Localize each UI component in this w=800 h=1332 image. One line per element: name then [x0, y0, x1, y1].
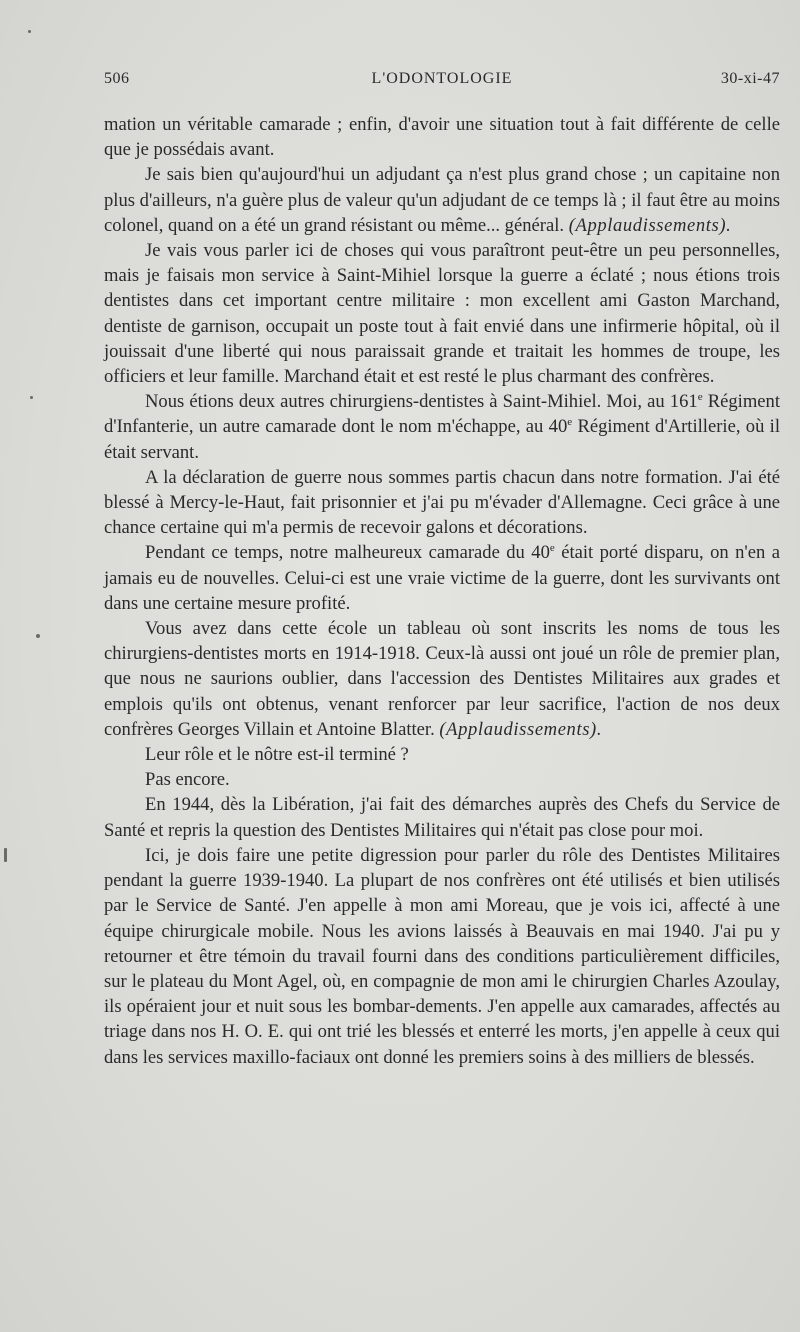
- running-header: [104, 70, 780, 94]
- paragraph-7-text: Vous avez dans cette école un tableau où sont inscrits les noms de tous les chirurgiens-dentistes morts en 1914-1918. Ceux-là aussi ont joué un rôle de premier plan, que nous ne saurions oublier, dans l'accession des Dentistes Militaires aux grades et emplois qu'ils ont obtenus, venant renforcer par leur sacrifice, l'action de nos deux confrères Georges Villain et Antoine Blatter.: [104, 618, 780, 740]
- paragraph-10: En 1944, dès la Libération, j'ai fait des démarches auprès des Chefs du Service de Santé et repris la question des Dentistes Militaires qui n'était pas close pour moi.: [104, 794, 780, 841]
- paragraph-8: Leur rôle et le nôtre est-il terminé ?: [145, 744, 409, 766]
- paragraph-7: [104, 616, 780, 742]
- paragraph-2-text: Je sais bien qu'aujourd'hui un adjudant ça n'est plus grand chose ; un capitaine non plus d'ailleurs, n'a guère plus de valeur qu'un adjudant de ce temps là ; il faut être au moins colonel, quand on a été un grand résistant ou même... général.: [104, 164, 780, 236]
- paragraph-2: [104, 162, 780, 238]
- page-number: 506: [104, 70, 130, 87]
- ordinal-suffix-40: e: [567, 416, 573, 429]
- paragraph-1: mation un véritable camarade ; enfin, d'avoir une situation tout à fait différente de celle que je possédais avant.: [104, 114, 780, 161]
- paragraph-6-part-a: Pendant ce temps, notre malheureux camarade du 40: [145, 542, 550, 564]
- paragraph-11: Ici, je dois faire une petite digression pour parler du rôle des Dentistes Militaires pendant la guerre 1939-1940. La plupart de nos confrères ont été utilisés et bien utilisés par le Service de Santé. J'en appelle à mon ami Moreau, que je vois ici, affecté à une équipe chirurgicale mobile. Nous les avions laissés à Beauvais en mai 1940. J'ai pu y retourner et être témoin du travail fourni dans des conditions particulièrement difficiles, sur le plateau du Mont Agel, où, en compagnie de mon ami le chirurgien Charles Azoulay, ils opéraient jour et nuit sous les bombar-dements. J'en appelle aux camarades, affectés au triage dans nos H. O. E. qui ont trié les blessés et enterré les morts, j'en appelle à ceux qui dans les services maxillo-faciaux ont donné les premiers soins à des milliers de blessés.: [104, 844, 780, 1068]
- journal-title: L'ODONTOLOGIE: [371, 70, 513, 87]
- scan-speck: [30, 396, 33, 399]
- paragraph-5: A la déclaration de guerre nous sommes partis chacun dans notre formation. J'ai été blessé à Mercy-le-Haut, fait prisonnier et j'ai pu m'évader d'Allemagne. Ceci grâce à une chance certaine qui m'a permis de recevoir galons et décorations.: [104, 466, 780, 539]
- body-text: [104, 112, 780, 1070]
- ordinal-suffix-40-b: e: [549, 542, 555, 555]
- issue-date: 30-xi-47: [720, 70, 780, 87]
- scan-speck: [4, 848, 7, 862]
- paragraph-3: Je vais vous parler ici de choses qui vous paraîtront peut-être un peu personnelles, mais je faisais mon service à Saint-Mihiel lorsque la guerre a éclaté ; nous étions trois dentistes dans cet important centre militaire : mon excellent ami Gaston Marchand, dentiste de garnison, occupait un poste tout à fait envié dans une infirmerie hôpital, où il jouissait d'une liberté qui nous paraissait grande et traitait les hommes de troupe, les officiers et leur famille. Marchand était et est resté le plus charmant des confrères.: [104, 240, 780, 388]
- paragraph-4-part-c: Régiment d'Artillerie, où il était servant.: [104, 416, 780, 463]
- paragraph-6-part-b: était porté disparu, on n'en a jamais eu de nouvelles. Celui-ci est une vraie victime de la guerre, dont les survivants ont dans une certaine mesure profité.: [104, 542, 780, 614]
- paragraph-9: Pas encore.: [145, 769, 230, 791]
- paragraph-6: [104, 540, 780, 616]
- paragraph-4-part-a: Nous étions deux autres chirurgiens-dentistes à Saint-Mihiel. Moi, au 161: [145, 391, 698, 413]
- scan-speck: [36, 634, 40, 638]
- applause-note-2: (Applaudissements).: [439, 718, 603, 740]
- applause-note-1: (Applaudissements).: [568, 214, 732, 236]
- scan-speck: [28, 30, 31, 33]
- paragraph-4: [104, 389, 780, 465]
- paragraph-4-part-b: Régiment d'Infanterie, un autre camarade dont le nom m'échappe, au 40: [104, 391, 780, 438]
- ordinal-suffix-161: e: [697, 391, 703, 404]
